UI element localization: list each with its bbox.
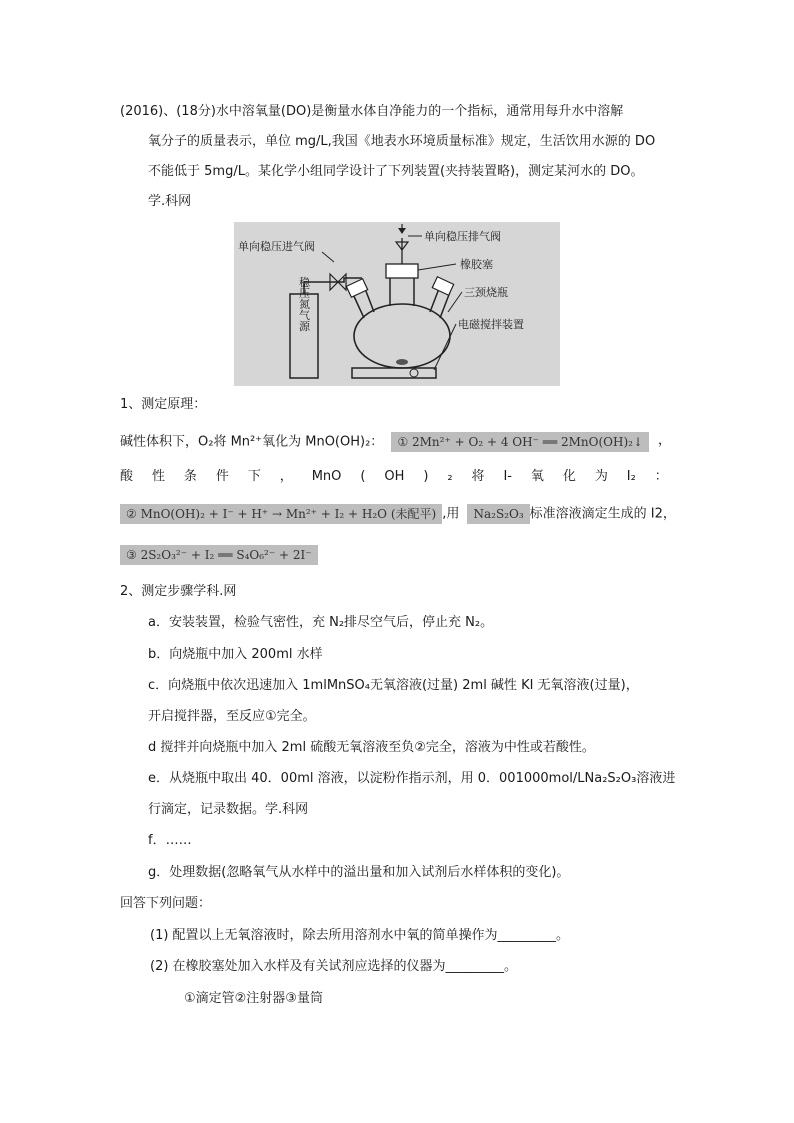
section1-para3 [120,504,676,524]
reagent-formula: Na₂S₂O₃ [467,504,529,524]
step-b: b．向烧瓶中加入 200ml 水样 [148,647,323,662]
apparatus-diagram [234,222,560,386]
p2-w6: MnO [311,469,342,484]
p2-w2: 条 [183,469,197,484]
step-g: g．处理数据(忽略氧气从水样中的溢出量和加入试剂后水样体积的变化)。 [148,865,570,880]
right-stopper [432,277,453,295]
step-c-line1: c．向烧瓶中依次迅速加入 1mlMnSO₄无氧溶液(过量) 2ml 碱性 KI 无氧溶液(过量)， [148,678,639,693]
step-d: d 搅拌并向烧瓶中加入 2ml 硫酸无氧溶液至负②完全，溶液为中性或若酸性。 [148,740,595,755]
stirrer-knob-icon [410,369,418,377]
stopper-leader [418,264,456,270]
p2-w5: ， [279,469,293,484]
magnetic-stirrer [352,368,436,378]
equation-1: ① 2Mn²⁺ + O₂ + 4 OH⁻ ══ 2MnO(OH)₂↓ [391,432,649,452]
section1-para1 [120,432,672,452]
step-e-line2: 行滴定，记录数据。学.科网 [148,802,309,817]
equation-2: ② MnO(OH)₂ + I⁻ + H⁺ → Mn²⁺ + I₂ + H₂O (未配平) [120,504,442,524]
section1-heading: 1、测定原理： [120,397,207,412]
p2-w13: 氧 [530,469,544,484]
inlet-leader [322,252,334,262]
label-stirrer: 电磁搅拌装置 [458,318,524,331]
center-stopper [386,264,418,278]
p2-w10: ₂ [447,469,453,484]
label-stopper: 橡胶塞 [460,258,493,271]
label-flask: 三颈烧瓶 [464,286,508,299]
p2-w11: 将 [471,469,485,484]
stirrer-leader [434,324,456,370]
p2-w15: 为 [594,469,608,484]
para3-end: 标准溶液滴定生成的 I2， [529,506,676,522]
p2-w3: 件 [215,469,229,484]
step-e-line1: e．从烧瓶中取出 40．00ml 溶液，以淀粉作指示剂，用 0．001000mol/LNa₂S₂O₃溶液进 [148,771,676,786]
p2-w12: I- [503,469,512,484]
intro-line-4: 学.科网 [148,194,192,209]
intro-line-1: (2016)、(18分)水中溶氧量(DO)是衡量水体自净能力的一个指标，通常用每升水中溶解 [120,104,624,119]
flask-center-neck [390,274,414,306]
equation-3: ③ 2S₂O₃²⁻ + I₂ ══ S₄O₆²⁻ + 2I⁻ [120,545,318,565]
section2-heading: 2、测定步骤学科.网 [120,584,237,599]
apparatus-figure [234,222,560,386]
step-c-line2: 开启搅拌器，至反应①完全。 [148,709,316,724]
p2-w0: 酸 [120,469,134,484]
questions-intro: 回答下列问题： [120,896,212,911]
p2-w7: ( [360,469,366,484]
stir-bar [396,359,408,365]
left-stopper [346,279,367,297]
para3-mid: ,用 [442,506,460,522]
label-outlet-valve: 单向稳压排气阀 [424,230,501,243]
section1-para2 [120,468,668,486]
para1-text: 碱性体积下，O₂将 Mn²⁺氧化为 MnO(OH)₂： [120,434,384,450]
question-1: (1) 配置以上无氧溶液时，除去所用溶剂水中氧的简单操作为_________。 [150,928,570,943]
step-a: a．安装装置，检验气密性，充 N₂排尽空气后，停止充 N₂。 [148,615,494,630]
three-neck-flask [354,304,450,368]
p2-w16: I₂ [626,469,636,484]
question-2-options: ①滴定管②注射器③量筒 [184,991,323,1006]
section1-para4 [120,545,318,565]
p2-w14: 化 [562,469,576,484]
intro-line-2: 氧分子的质量表示，单位 mg/L,我国《地表水环境质量标准》规定，生活饮用水源的 DO [148,134,656,149]
p2-w4: 下 [247,469,261,484]
label-source: 稳压氮气源 [297,276,311,332]
para1-end: ， [658,433,672,448]
flask-leader [448,292,462,312]
step-f: f．…… [148,833,192,848]
question-2: (2) 在橡胶塞处加入水样及有关试剂应选择的仪器为_________。 [150,959,518,974]
p2-w1: 性 [151,469,165,484]
p2-w8: OH [384,469,405,484]
p2-w17: ： [654,469,668,484]
label-inlet-valve: 单向稳压进气阀 [238,240,315,253]
p2-w9: ) [423,469,429,484]
intro-line-3: 不能低于 5mg/L。某化学小组同学设计了下列装置(夹持装置略)，测定某河水的 DO。 [148,164,644,179]
